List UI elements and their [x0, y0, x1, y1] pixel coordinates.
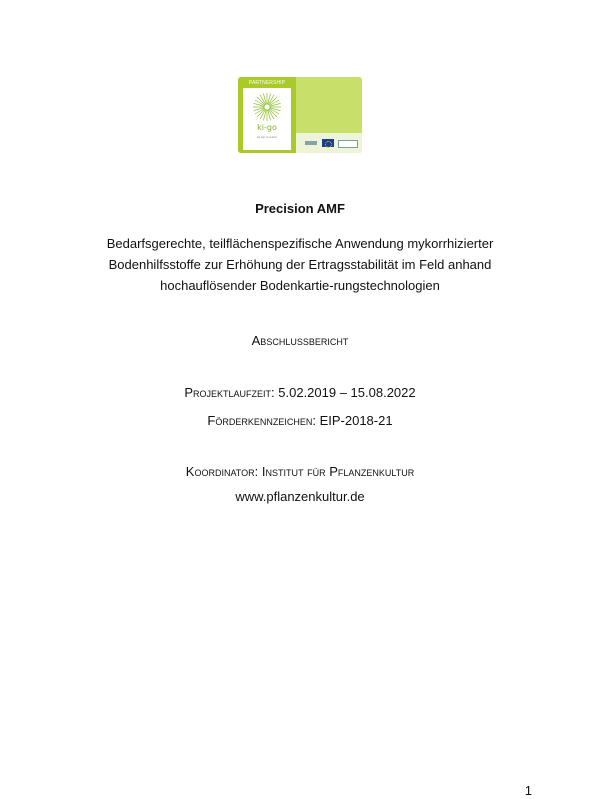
- page-number: 1: [524, 783, 532, 798]
- grant-number: Förderkennzeichen: EIP-2018-21: [207, 413, 393, 428]
- logo-banner-text: PARTNERSHIP: [248, 80, 286, 86]
- starburst-icon: [252, 92, 282, 122]
- logo-mark-text: ki-go: [257, 123, 277, 132]
- website-link[interactable]: www.pflanzenkultur.de: [235, 489, 365, 504]
- logo-subline: eip agri innovation: [256, 136, 278, 139]
- eu-flag-icon: [322, 139, 334, 147]
- logo-card: [243, 88, 291, 150]
- project-subtitle: Bedarfsgerechte, teilflächenspezifische Anwendung mykorrhizierter Bodenhilfsstoffe zur Erhöhung der Ertragsstabilität im Feld anhand hochauflösender Bodenkartie-rungstechnologien: [106, 236, 494, 293]
- funder-logo-icon: [305, 141, 317, 145]
- report-type: Abschlussbericht: [251, 333, 349, 348]
- coordinator: Koordinator: Institut für Pflanzenkultur: [185, 464, 415, 479]
- project-title: Precision AMF: [255, 201, 345, 216]
- project-runtime: Projektlaufzeit: 5.02.2019 – 15.08.2022: [184, 385, 416, 400]
- project-logo: [238, 77, 362, 153]
- partner-logo-icon: [338, 140, 358, 148]
